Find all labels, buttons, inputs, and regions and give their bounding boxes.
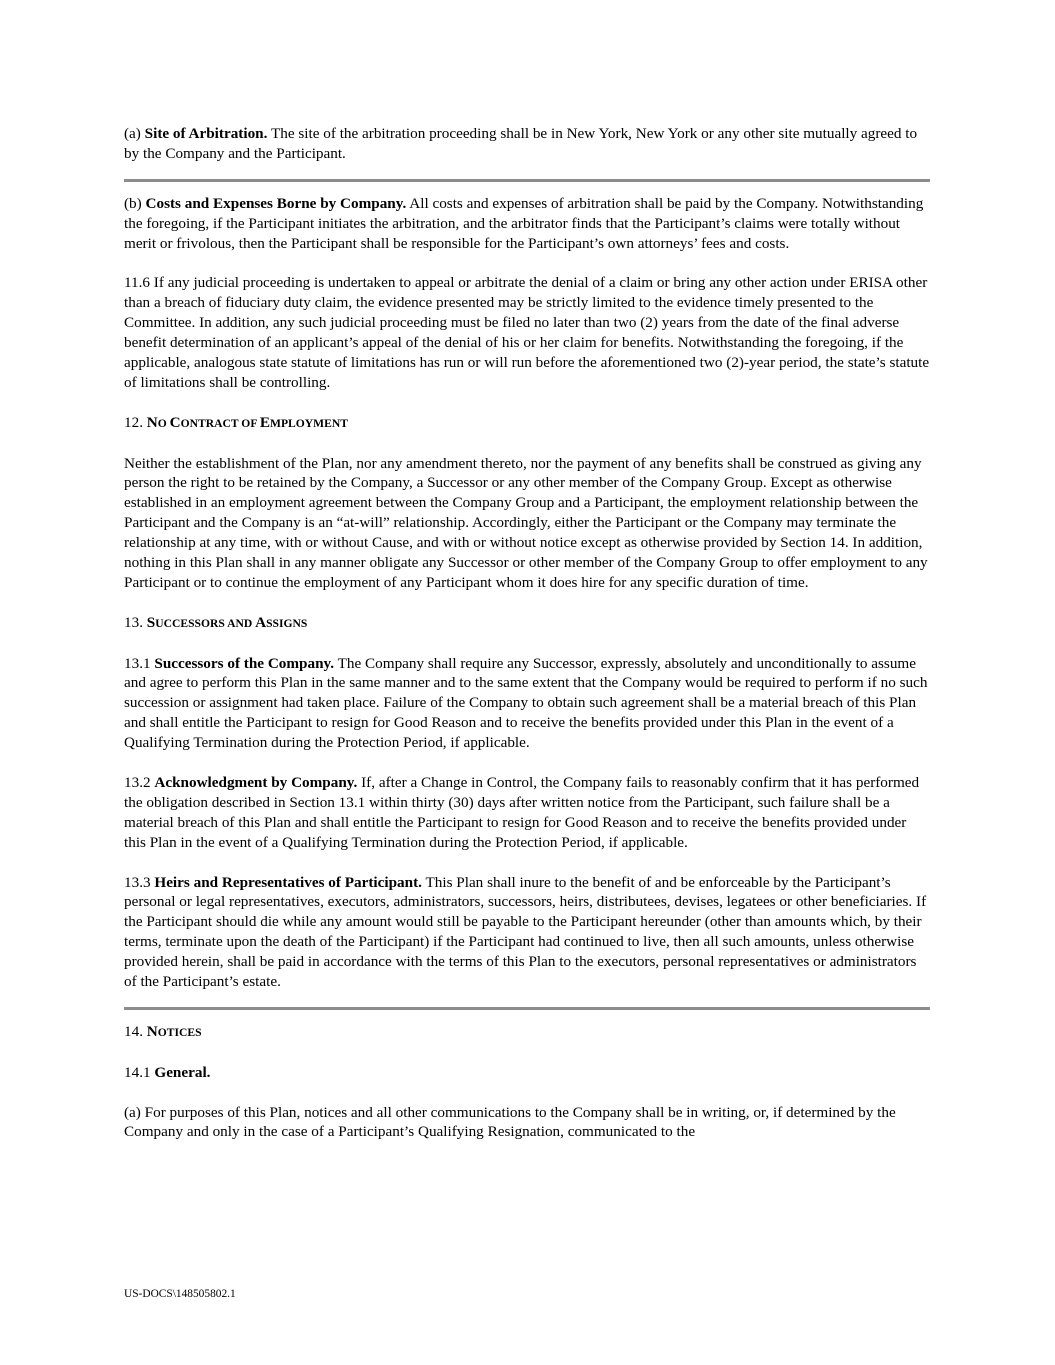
- paragraph-site-of-arbitration: (a) Site of Arbitration. The site of the arbitration proceeding shall be in New York, New York or any other site mutually agreed to by the Company and the Participant.: [124, 125, 918, 162]
- section-heading-13: 13. SUCCESSORS AND ASSIGNS: [124, 613, 308, 631]
- paragraph-14-1: 14.1 General.: [124, 1063, 211, 1081]
- heading-heirs-and-representatives: Heirs and Representatives of Participant.: [154, 873, 422, 891]
- document-page: [124, 124, 930, 1142]
- paragraph-costs-and-expenses: (b) Costs and Expenses Borne by Company. All costs and expenses of arbitration shall be paid by the Company. Notwithstanding the foregoing, if the Participant initiates the arbitration, and the arbitrator finds that the Participant’s claims were totally without merit or frivolous, then the Participant shall be responsible for the Participant’s own attorneys’ fees and costs.: [124, 194, 924, 252]
- section-heading-14: 14. NOTICES: [124, 1022, 202, 1040]
- heading-site-of-arbitration: Site of Arbitration.: [144, 125, 268, 142]
- paragraph-14-1-a: (a) For purposes of this Plan, notices and all other communications to the Company shall be in writing, or, if determined by the Company and only in the case of a Participant’s Qualifying Resignation, communicated to the: [124, 1103, 896, 1141]
- heading-acknowledgment-by-company: Acknowledgment by Company.: [154, 774, 358, 791]
- paragraph-13-2: 13.2 Acknowledgment by Company. If, after a Change in Control, the Company fails to reasonably confirm that it has performed the obligation described in Section 13.1 within thirty (30) days after written notice from the Participant, such failure shall be a material breach of this Plan and shall entitle the Participant to resign for Good Reason and to receive the benefits provided under this Plan in the event of a Qualifying Termination during the Protection Period, if applicable.: [124, 774, 920, 851]
- heading-general: General.: [154, 1063, 211, 1081]
- horizontal-rule: [124, 179, 930, 182]
- section-heading-12: 12. NO CONTRACT OF EMPLOYMENT: [124, 413, 348, 431]
- heading-successors-of-company: Successors of the Company.: [154, 654, 335, 672]
- paragraph-13-3: 13.3 Heirs and Representatives of Participant. This Plan shall inure to the benefit of and be enforceable by the Participant’s personal or legal representatives, executors, administrators, successors, heirs, distributees, devises, legatees or other beneficiaries. If the Participant should die while any amount would still be payable to the Participant hereunder (other than amounts which, by their terms, terminate upon the death of the Participant) if the Participant had continued to live, then all such amounts, unless otherwise provided herein, shall be paid in accordance with the terms of this Plan to the executors, personal representatives or administrators of the Participant’s estate.: [124, 873, 927, 991]
- paragraph-11-6: 11.6 If any judicial proceeding is undertaken to appeal or arbitrate the denial of a claim or bring any other action under ERISA other than a breach of fiduciary duty claim, the evidence presented may be strictly limited to the evidence timely presented to the Committee. In addition, any such judicial proceeding must be filed no later than two (2) years from the date of the final adverse benefit determination of an applicant’s appeal of the denial of his or her claim for benefits. Notwithstanding the foregoing, if the applicable, analogous state statute of limitations has run or will run before the aforementioned two (2)-year period, the state’s statute of limitations shall be controlling.: [124, 274, 930, 391]
- heading-costs-and-expenses: Costs and Expenses Borne by Company.: [145, 194, 407, 212]
- horizontal-rule: [124, 1007, 930, 1010]
- paragraph-12-body: Neither the establishment of the Plan, nor any amendment thereto, nor the payment of any benefits shall be construed as giving any person the right to be retained by the Company, a Successor or any other member of the Company Group. Except as otherwise established in an employment agreement between the Company Group and a Participant, the employment relationship between the Participant and the Company is an “at-will” relationship. Accordingly, either the Participant or the Company may terminate the relationship at any time, with or without Cause, and with or without notice except as otherwise provided by Section 14. In addition, nothing in this Plan shall in any manner obligate any Successor or other member of the Company Group to offer employment to any Participant or to continue the employment of any Participant whom it does hire for any specific duration of time.: [124, 454, 928, 591]
- document-id-footer: US-DOCS\148505802.1: [124, 1288, 236, 1300]
- paragraph-13-1: 13.1 Successors of the Company. The Company shall require any Successor, expressly, absolutely and unconditionally to assume and agree to perform this Plan in the same manner and to the same extent that the Company would be required to perform if no such succession or assignment had taken place. Failure of the Company to obtain such agreement shall be a material breach of this Plan and shall entitle the Participant to resign for Good Reason and to receive the benefits provided under this Plan in the event of a Qualifying Termination during the Protection Period, if applicable.: [124, 654, 928, 752]
